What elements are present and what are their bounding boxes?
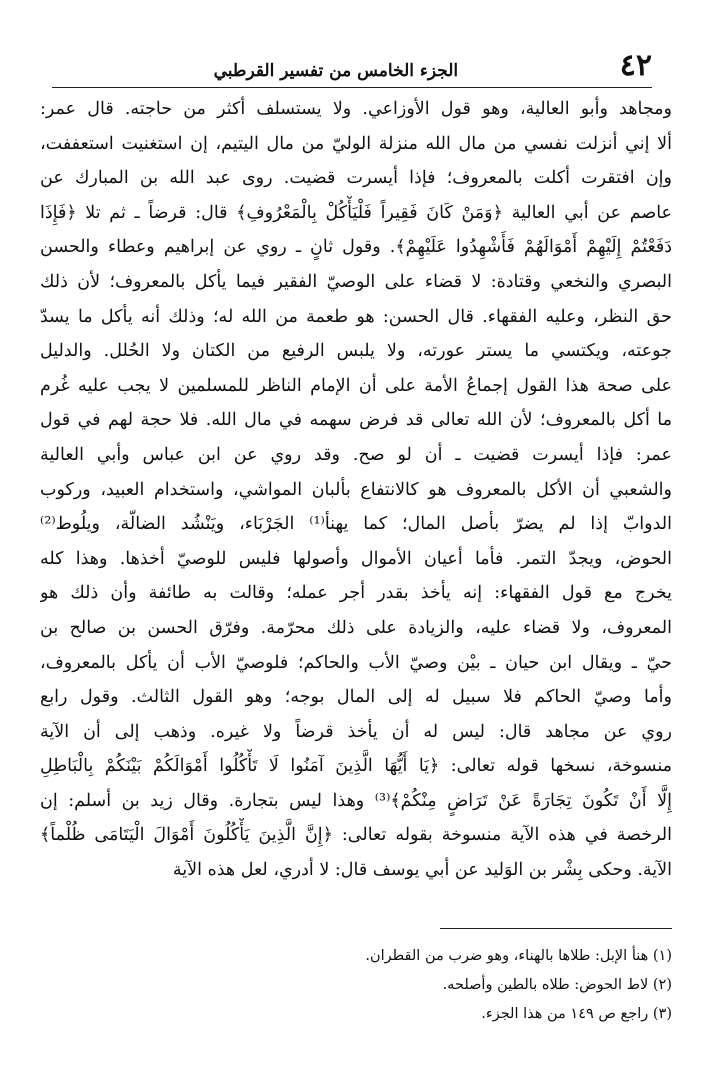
footnotes	[200, 942, 672, 1029]
body-text	[40, 92, 672, 888]
body-line: ما أكل بالمعروف؛ لأن الله تعالى قد فرض سهمه في مال الله. فلا حجة لهم في قول	[40, 410, 672, 431]
body-line: يخرج مع قول الفقهاء: إنه يأخذ بقدر أجر عمله؛ وقالت به طائفة وأن ذلك هو	[40, 583, 672, 604]
running-title: الجزء الخامس من تفسير القرطبي	[213, 61, 459, 81]
body-line: الرخصة في هذه الآية منسوخة بقوله تعالى: ﴿إِنَّ الَّذِينَ يَأْكُلُونَ أَمْوَالَ الْيَتَامَى ظُلْماً﴾	[40, 825, 672, 846]
body-line: عمر: فإذا أيسرت قضيت ـ أن لو صح. وقد روي عن ابن عباس وأبي العالية	[40, 444, 672, 465]
footnote: (١) هنأ الإبل: طلاها بالهناء، وهو ضرب من القطران.	[365, 948, 672, 964]
body-line: البصري والنخعي وقتادة: لا قضاء على الوصيّ الفقير فيما يأكل بالمعروف؛ لأن ذلك	[40, 271, 672, 292]
body-line: ألا إني أنزلت نفسي من مال الله منزلة الوليّ من مال اليتيم، إن استغنيت استعففت،	[40, 133, 672, 154]
page-number: ٤٢	[619, 48, 652, 83]
body-line: الحوض، ويجدّ التمر. فأما أعيان الأموال وأصولها فليس للوصيّ أخذها. وهذا كله	[40, 548, 672, 569]
body-line: الدوابّ إذا لم يضرّ بأصل المال؛ كما يهنأ⁽¹⁾ الجَرْبَاء، ويَنْشُد الضالّة، ويلُوط⁽²⁾	[40, 514, 672, 535]
body-line: روي عن مجاهد قال: ليس له أن يأخذ قرضاً ولا غيره. وذهب إلى أن الآية	[40, 721, 672, 742]
body-line: والشعبي أن الأكل بالمعروف هو كالانتفاع بألبان المواشي، واستخدام العبيد، وركوب	[40, 479, 672, 500]
body-line: حق النظر، وعليه الفقهاء. قال الحسن: هو طعمة من الله له؛ وذلك أنه يأكل ما يسدّ	[40, 306, 672, 327]
footnote-separator	[440, 928, 672, 929]
page-header	[52, 44, 652, 88]
body-line: منسوخة، نسخها قوله تعالى: ﴿يَا أَيُّهَا الَّذِينَ آمَنُوا لَا تَأْكُلُوا أَمْوَالَكُمْ بَيْنَكُمْ بِالْبَاطِلِ	[40, 756, 672, 777]
body-line: حيّ ـ ويقال ابن حيان ـ بيْن وصيّ الأب والحاكم؛ فلوصيّ الأب أن يأكل بالمعروف،	[40, 652, 672, 673]
body-line: دَفَعْتُمْ إِلَيْهِمْ أَمْوَالَهُمْ فَأَشْهِدُوا عَلَيْهِمْ﴾. وقول ثانٍ ـ روي عن إبراهيم وعطاء والحسن	[40, 237, 672, 258]
body-line: ومجاهد وأبو العالية، وهو قول الأوزاعي. ولا يستسلف أكثر من حاجته. قال عمر:	[40, 99, 672, 119]
footnote: (٢) لاط الحوض: طلاه بالطين وأصلحه.	[442, 977, 672, 993]
body-line: وإن افتقرت أكلت بالمعروف؛ فإذا أيسرت قضيت. روى عبد الله بن المبارك عن	[40, 168, 672, 189]
footnote: (٣) راجع ص ١٤٩ من هذا الجزء.	[481, 1006, 672, 1022]
body-line: إِلَّا أَنْ تَكُونَ تِجَارَةً عَنْ تَرَاضٍ مِنْكُمْ﴾⁽³⁾ وهذا ليس بتجارة. وقال زيد بن أسلم: إن	[40, 790, 672, 811]
body-line: الآية. وحكى بِشْر بن الوَليد عن أبي يوسف قال: لا أدري، لعل هذه الآية	[172, 860, 672, 881]
body-line: المعروف، ولا قضاء عليه، والزيادة على ذلك محرّمة. وفرّق الحسن بن صالح بن	[40, 617, 672, 638]
body-line: وأما وصيّ الحاكم فلا سبيل له إلى المال بوجه؛ وهو القول الثالث. وقول رابع	[40, 687, 672, 708]
body-line: عاصم عن أبي العالية ﴿وَمَنْ كَانَ فَقِيراً فَلْيَأْكُلْ بِالْمَعْرُوفِ﴾ قال: قرضاً ـ ثم تلا ﴿فَإِذَا	[40, 202, 672, 223]
body-line: جوعته، ويكتسي ما يستر عورته، ولا يلبس الرفيع من الكتان ولا الحُلل. والدليل	[40, 341, 672, 362]
body-line: على صحة هذا القول إجماعُ الأمة على أن الإمام الناظر للمسلمين لا يجب عليه غُرم	[40, 375, 672, 396]
